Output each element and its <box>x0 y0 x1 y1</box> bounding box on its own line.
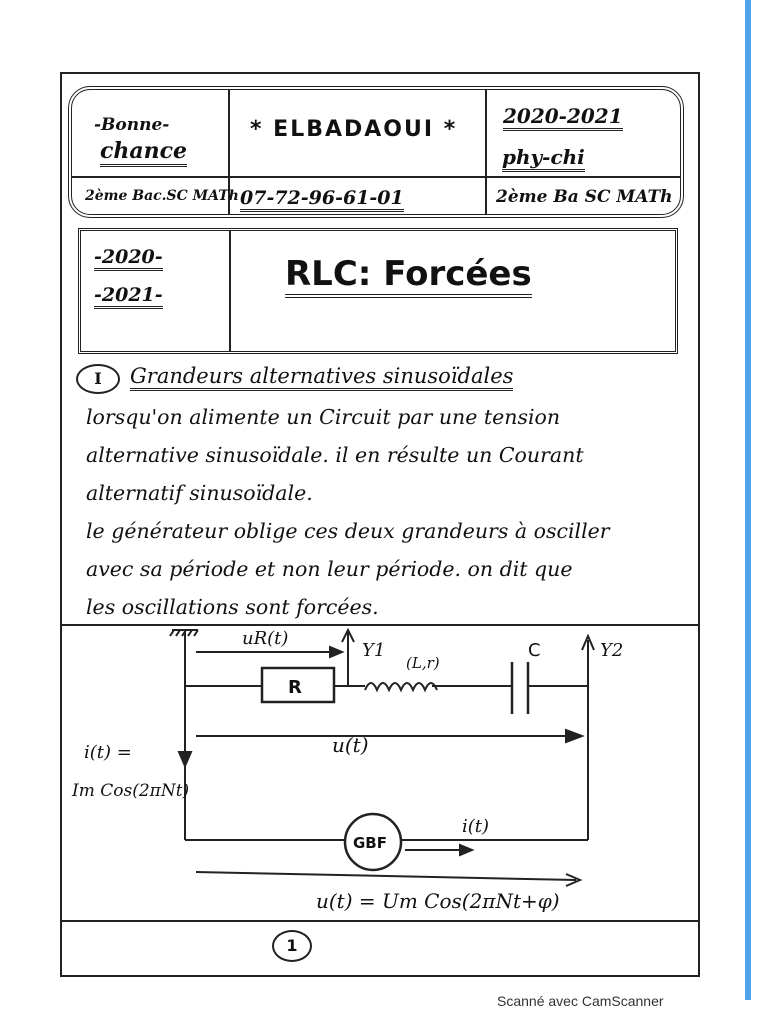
body-line: les oscillations sont forcées. <box>86 595 379 619</box>
class-right: 2ème Ba SC MATh <box>496 187 673 207</box>
y2-label: Y2 <box>600 640 624 661</box>
resistor-label: R <box>288 677 302 698</box>
page-number-badge <box>272 930 312 962</box>
current-arrow-label: i(t) <box>462 816 490 837</box>
u-bottom-arrow <box>196 872 576 880</box>
title-year-1: -2020- <box>94 246 163 271</box>
body-line: le générateur oblige ces deux grandeurs à osciller <box>86 519 610 543</box>
current-label-line2: Im Cos(2πNt) <box>72 781 190 801</box>
section-heading: Grandeurs alternatives sinusoïdales <box>130 364 513 391</box>
section-number: I <box>94 369 102 388</box>
body-line: alternatif sinusoïdale. <box>86 481 313 505</box>
year-top: 2020-2021 <box>503 104 623 131</box>
footer-divider <box>60 920 700 922</box>
title-year-2: -2021- <box>94 284 163 309</box>
scanner-watermark: Scanné avec CamScanner <box>497 993 664 1009</box>
body-line: alternative sinusoïdale. il en résulte un Courant <box>86 443 584 467</box>
page-title: RLC: Forcées <box>285 254 532 298</box>
phone-number: 07-72-96-61-01 <box>240 187 404 212</box>
gbf-label: GBF <box>353 834 387 852</box>
capacitor <box>512 662 528 714</box>
good-luck-text: -Bonne- <box>94 115 170 135</box>
capacitor-label: C <box>528 640 541 661</box>
coil-label: (L,r) <box>406 654 440 672</box>
current-label-line1: i(t) = <box>84 742 132 763</box>
voltage-equation: u(t) = Um Cos(2πNt+φ) <box>316 889 560 913</box>
left-current-arrow <box>179 752 191 766</box>
author-name: * ELBADAOUI * <box>250 117 458 142</box>
page-number: 1 <box>286 936 298 955</box>
subject-text: phy-chi <box>502 145 585 172</box>
class-left: 2ème Bac.SC MATh <box>85 188 239 204</box>
ur-label: uR(t) <box>242 628 289 649</box>
body-line: lorsqu'on alimente un Circuit par une tension <box>86 405 561 429</box>
body-line: avec sa période et non leur période. on dit que <box>86 557 573 581</box>
chance-text: chance <box>100 138 187 167</box>
u-label: u(t) <box>332 733 369 757</box>
y1-label: Y1 <box>362 640 386 661</box>
coil <box>365 683 437 690</box>
